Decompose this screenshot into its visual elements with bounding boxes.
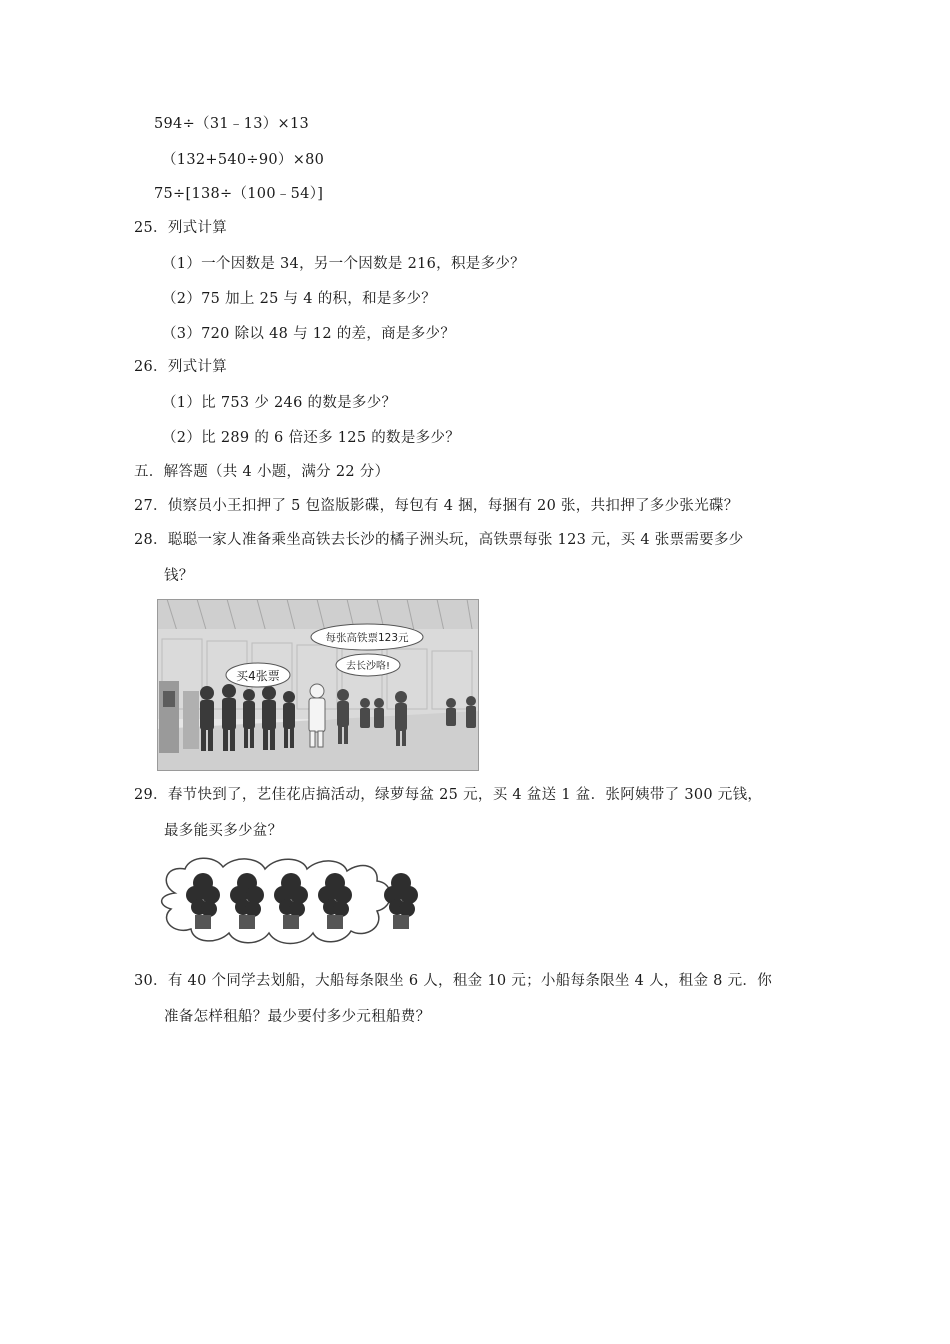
question-27: 27．侦察员小王扣押了 5 包盗版影碟，每包有 4 捆，每捆有 20 张，共扣押了多少张光碟？ [134,498,739,514]
question-28-line-1: 28．聪聪一家人准备乘坐高铁去长沙的橘子洲头玩，高铁票每张 123 元，买 4 张票需要多少 [134,532,744,548]
question-30-line-2: 准备怎样租船？最少要付多少元租船费？ [164,1009,431,1025]
train-station-illustration [157,599,479,771]
section-5-heading: 五．解答题（共 4 小题，满分 22 分） [134,464,390,480]
bubble-buy-4-tickets: 买4张票 [236,669,280,683]
potted-plants-illustration [155,853,425,953]
plant-icon [384,873,418,929]
question-30-line-1: 30．有 40 个同学去划船，大船每条限坐 6 人，租金 10 元；小船每条限坐 4 人，租金 8 元．你 [134,973,773,989]
question-25-part-2: （2）75 加上 25 与 4 的积，和是多少？ [162,291,437,307]
question-26-title: 26．列式计算 [134,359,228,375]
calc-expression-1: 594÷（31﹣13）×13 [154,116,310,132]
question-25-part-3: （3）720 除以 48 与 12 的差，商是多少？ [162,326,456,342]
question-29-line-2: 最多能买多少盆？ [164,823,283,839]
question-25-part-1: （1）一个因数是 34，另一个因数是 216，积是多少？ [162,256,525,272]
calc-expression-2: （132+540÷90）×80 [162,152,325,168]
bubble-ticket-price: 每张高铁票123元 [325,632,409,644]
calc-expression-3: 75÷[138÷（100﹣54）] [154,186,324,202]
question-29-line-1: 29．春节快到了，艺佳花店搞活动，绿萝每盆 25 元，买 4 盆送 1 盆．张阿姨带了 300 元钱， [134,787,763,803]
question-28-line-2: 钱？ [164,568,194,584]
bubble-go-changsha: 去长沙咯! [345,661,391,672]
question-26-part-1: （1）比 753 少 246 的数是多少？ [162,395,397,411]
question-25-title: 25．列式计算 [134,220,228,236]
question-26-part-2: （2）比 289 的 6 倍还多 125 的数是多少？ [162,430,461,446]
